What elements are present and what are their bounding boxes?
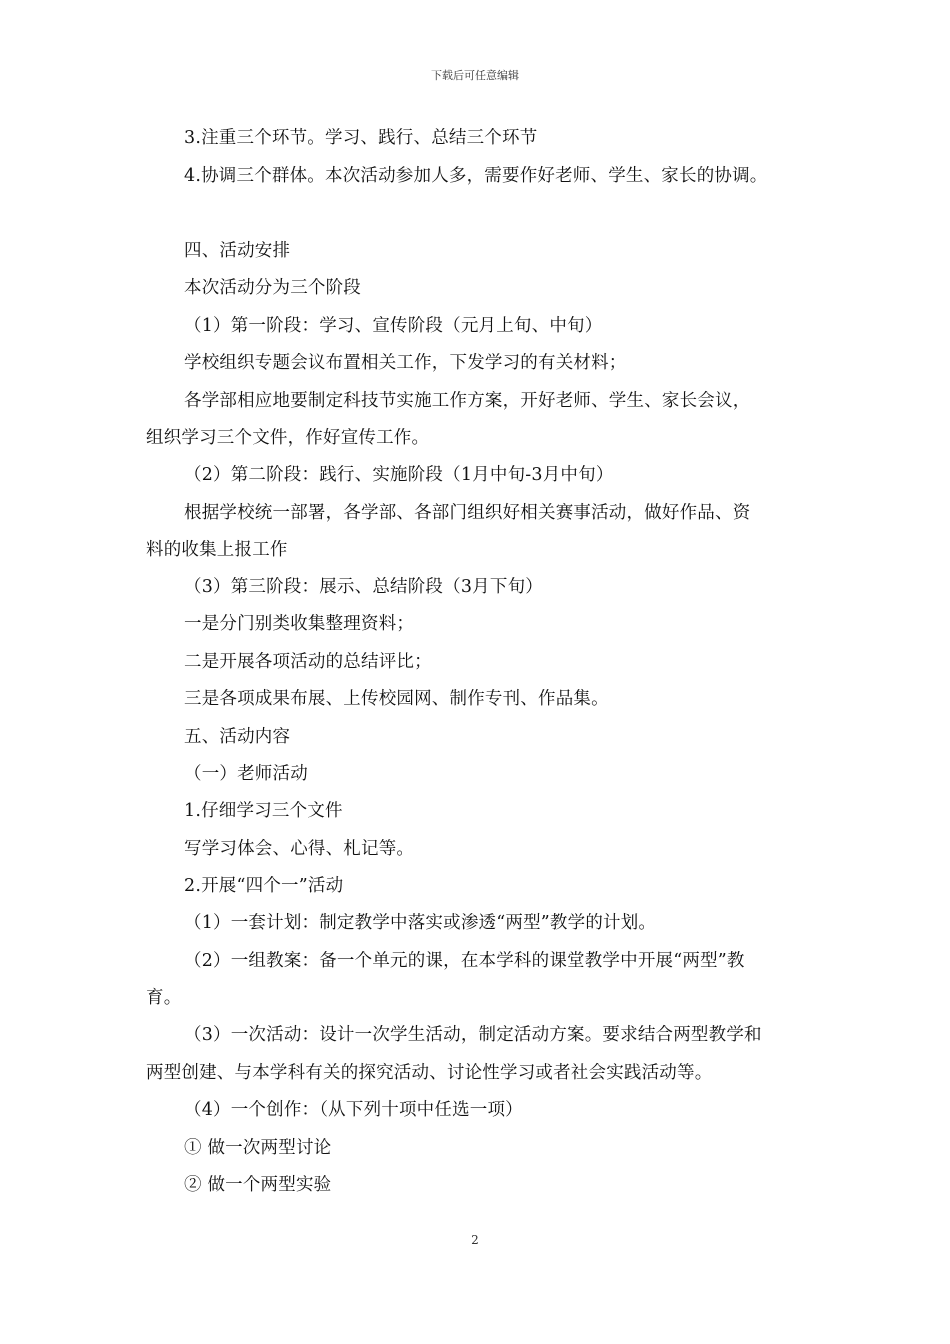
paragraph-line: 育。: [146, 988, 182, 1008]
paragraph-line: （3）第三阶段：展示、总结阶段（3月下旬）: [184, 577, 543, 597]
subsection-heading: （一）老师活动: [184, 764, 308, 784]
page-number: 2: [471, 1233, 479, 1247]
section-heading: 五、活动内容: [184, 727, 291, 747]
paragraph-line: 1.仔细学习三个文件: [184, 801, 343, 821]
paragraph-line: 一是分门别类收集整理资料；: [184, 614, 415, 634]
list-item: ② 做一个两型实验: [184, 1175, 332, 1195]
paragraph-line: 写学习体会、心得、札记等。: [184, 839, 415, 859]
paragraph-line: 学校组织专题会议布置相关工作，下发学习的有关材料；: [184, 353, 627, 373]
section-heading: 四、活动安排: [184, 241, 291, 261]
paragraph-line: 2.开展“四个一”活动: [184, 876, 344, 896]
page-header: 下载后可任意编辑: [431, 69, 519, 82]
paragraph-line: 4.协调三个群体。本次活动参加人多，需要作好老师、学生、家长的协调。: [184, 166, 768, 186]
paragraph-line: 两型创建、与本学科有关的探究活动、讨论性学习或者社会实践活动等。: [146, 1063, 713, 1083]
paragraph-line: （1）第一阶段：学习、宣传阶段（元月上旬、中旬）: [184, 316, 603, 336]
paragraph-line: 组织学习三个文件，作好宣传工作。: [146, 428, 430, 448]
paragraph-line: 根据学校统一部署，各学部、各部门组织好相关赛事活动，做好作品、资: [184, 503, 751, 523]
paragraph-line: 料的收集上报工作: [146, 540, 288, 560]
paragraph-line: （2）一组教案：备一个单元的课，在本学科的课堂教学中开展“两型”教: [184, 951, 745, 971]
paragraph-line: （1）一套计划：制定教学中落实或渗透“两型”教学的计划。: [184, 913, 657, 933]
paragraph-line: 二是开展各项活动的总结评比；: [184, 652, 432, 672]
paragraph-line: （4）一个创作：（从下列十项中任选一项）: [184, 1100, 523, 1120]
paragraph-line: （2）第二阶段：践行、实施阶段（1月中旬-3月中旬）: [184, 465, 614, 485]
paragraph-line: （3）一次活动：设计一次学生活动，制定活动方案。要求结合两型教学和: [184, 1025, 762, 1045]
list-item: ① 做一次两型讨论: [184, 1138, 332, 1158]
paragraph-line: 各学部相应地要制定科技节实施工作方案，开好老师、学生、家长会议，: [184, 391, 751, 411]
paragraph-line: 三是各项成果布展、上传校园网、制作专刊、作品集。: [184, 689, 609, 709]
paragraph-line: 本次活动分为三个阶段: [184, 278, 361, 298]
paragraph-line: 3.注重三个环节。学习、践行、总结三个环节: [184, 128, 538, 148]
